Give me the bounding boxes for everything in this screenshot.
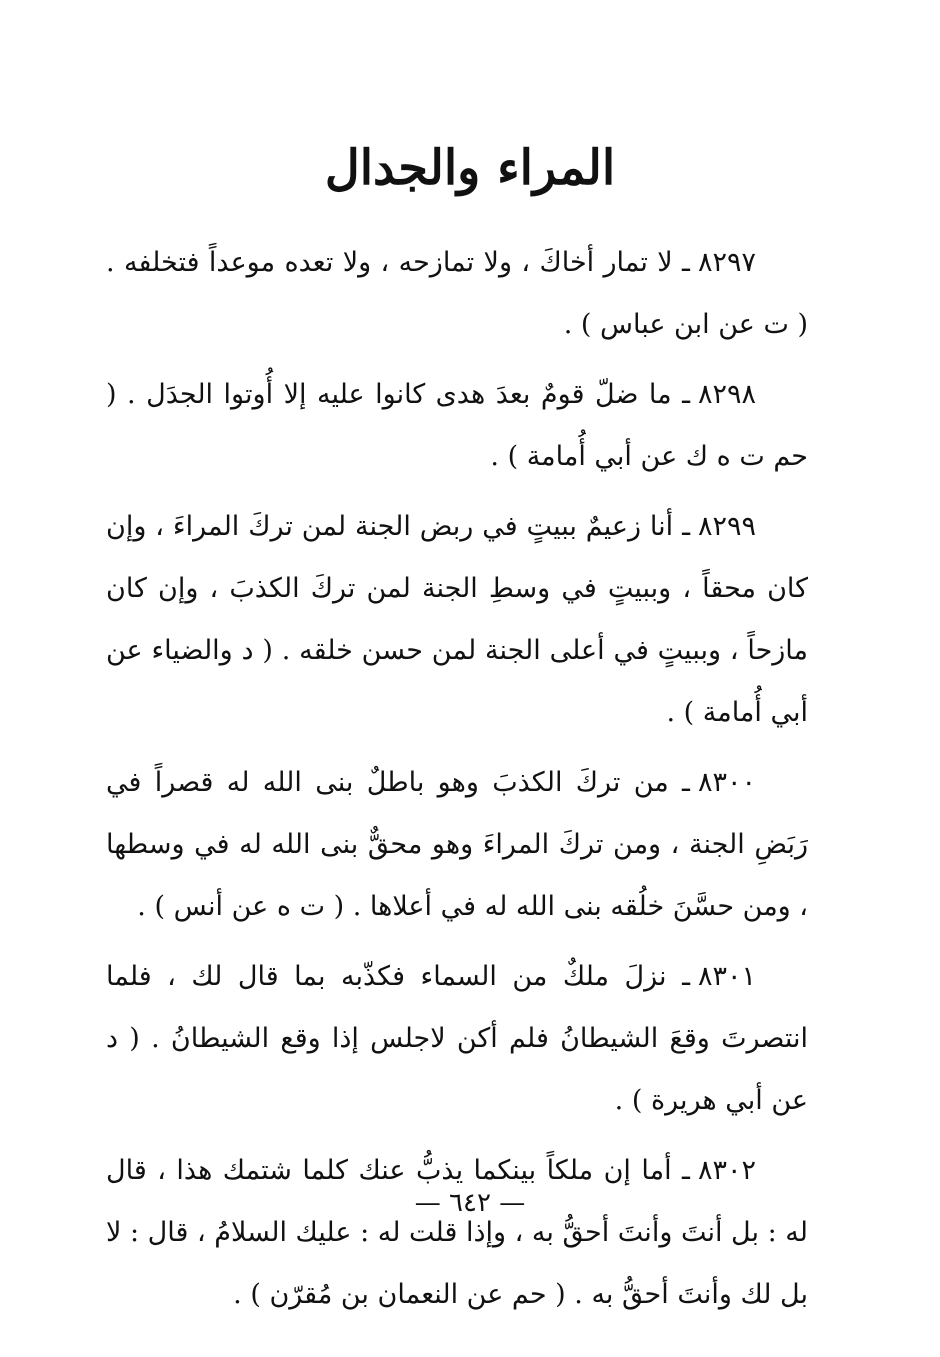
hadith-text: ـ من تركَ الكذبَ وهو باطلٌ بنى الله له قصراً في رَبَضِ الجنة ، ومن تركَ المراءَ وهو محقٌّ بنى الله له في وسطها ، ومن حسَّنَ خلُقه بنى الله له في أعلاها . ( ت ه عن أنس ) . [106, 767, 808, 922]
hadith-number: ٨٢٩٩ [697, 511, 756, 542]
hadith-number: ٨٣٠١ [697, 961, 756, 992]
hadith-number: ٨٢٩٨ [697, 379, 756, 410]
hadith-number: ٨٢٩٧ [697, 247, 756, 278]
hadith-text: ـ ما ضلّ قومٌ بعدَ هدى كانوا عليه إلا أُوتوا الجدَل . ( حم ت ه ك عن أبي أُمامة ) . [106, 379, 808, 472]
hadith-text: ـ أنا زعيمٌ ببيتٍ في ربض الجنة لمن تركَ المراءَ ، وإن كان محقاً ، وببيتٍ في وسطِ الجنة لمن تركَ الكذبَ ، وإن كان مازحاً ، وببيتٍ في أعلى الجنة لمن حسن خلقه . ( د والضياء عن أبي أُمامة ) . [106, 511, 808, 728]
hadith-text: ـ أما إن ملكاً بينكما يذبُّ عنك كلما شتمك هذا ، قال له : بل أنتَ وأنتَ أحقُّ به ، وإذا قلت له : عليك السلامُ ، قال : لا بل لك وأنتَ أحقُّ به . ( حم عن النعمان بن مُقرّن ) . [106, 1155, 808, 1310]
hadith-text: ـ نزلَ ملكٌ من السماء فكذّبه بما قال لك ، فلما انتصرتَ وقعَ الشيطانُ فلم أكن لاجلس إذا وقع الشيطانُ . ( د عن أبي هريرة ) . [106, 961, 808, 1116]
chapter-title: المراء والجدال [324, 140, 616, 196]
hadith-text: ـ لا تمار أخاكَ ، ولا تمازحه ، ولا تعده موعداً فتخلفه . ( ت عن ابن عباس ) . [106, 247, 808, 340]
hadith-entry [106, 752, 808, 938]
hadith-entry [106, 232, 808, 356]
hadith-entry [106, 1140, 808, 1326]
hadith-entry [106, 364, 808, 488]
hadith-entry [106, 496, 808, 744]
hadith-number: ٨٣٠٢ [697, 1155, 756, 1186]
page-number: — ٦٤٢ — [414, 1188, 526, 1218]
hadith-number: ٨٣٠٠ [697, 767, 756, 798]
hadith-entry [106, 946, 808, 1132]
hadith-list [106, 232, 808, 1334]
